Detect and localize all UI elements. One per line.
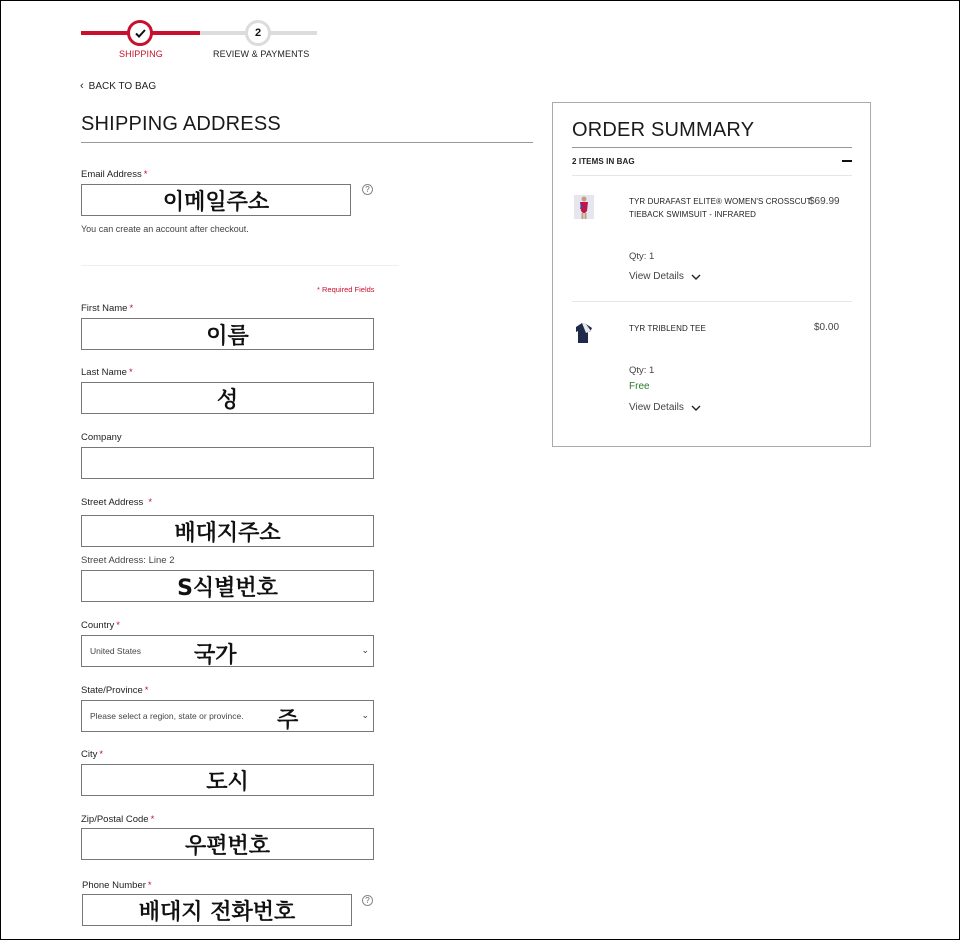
order-summary bbox=[552, 102, 871, 447]
chevron-down-icon: ⌄ bbox=[361, 645, 369, 655]
title-divider bbox=[81, 142, 533, 143]
zip-field[interactable]: 우편번호 bbox=[81, 828, 374, 860]
chevron-left-icon: ‹ bbox=[80, 80, 84, 92]
items-in-bag-count[interactable]: 2 ITEMS IN BAG bbox=[572, 157, 635, 166]
zip-label: Zip/Postal Code * bbox=[81, 814, 155, 825]
first-name-label: First Name * bbox=[81, 303, 134, 314]
item-name[interactable]: TYR TRIBLEND TEE bbox=[629, 324, 706, 333]
step-shipping-circle[interactable] bbox=[127, 20, 153, 46]
street2-label: Street Address: Line 2 bbox=[81, 555, 175, 566]
state-select[interactable] bbox=[81, 700, 374, 732]
first-name-field[interactable]: 이름 bbox=[81, 318, 374, 350]
city-label: City * bbox=[81, 749, 104, 760]
step-shipping-label: SHIPPING bbox=[119, 49, 163, 59]
country-selected-value: United States bbox=[90, 646, 142, 656]
state-label: State/Province * bbox=[81, 685, 149, 696]
email-help-icon[interactable]: ? bbox=[362, 184, 373, 195]
item-qty: Qty: 1 bbox=[629, 251, 655, 262]
phone-field[interactable]: 배대지 전화번호 bbox=[82, 894, 352, 926]
product-thumbnail-swimsuit[interactable] bbox=[574, 195, 594, 219]
street2-field[interactable]: S식별번호 bbox=[81, 570, 374, 602]
state-selected-value: Please select a region, state or province. bbox=[90, 711, 244, 721]
form-divider bbox=[81, 265, 399, 266]
last-name-field[interactable]: 성 bbox=[81, 382, 374, 414]
company-label: Company bbox=[81, 432, 122, 443]
minus-icon[interactable] bbox=[842, 160, 852, 162]
free-badge: Free bbox=[629, 381, 650, 392]
phone-help-icon[interactable]: ? bbox=[362, 895, 373, 906]
item-price: $69.99 bbox=[809, 196, 840, 207]
email-field[interactable]: 이메일주소 bbox=[81, 184, 351, 216]
back-to-bag-link[interactable] bbox=[80, 81, 156, 92]
state-annotation: 주 bbox=[277, 708, 299, 733]
country-annotation: 국가 bbox=[194, 643, 237, 668]
back-to-bag-label: BACK TO BAG bbox=[88, 81, 157, 92]
required-fields-note: * Required Fields bbox=[317, 285, 375, 294]
phone-label: Phone Number * bbox=[82, 880, 152, 891]
item-price: $0.00 bbox=[814, 322, 840, 333]
item-name[interactable]: TYR DURAFAST ELITE® WOMEN'S CROSSCUT TIEBACK SWIMSUIT - INFRARED bbox=[629, 197, 812, 219]
summary-divider bbox=[572, 175, 852, 176]
checkmark-icon bbox=[135, 29, 146, 38]
street-field[interactable]: 배대지주소 bbox=[81, 515, 374, 547]
product-thumbnail-tee[interactable] bbox=[574, 321, 594, 345]
last-name-label: Last Name * bbox=[81, 367, 133, 378]
item-qty: Qty: 1 bbox=[629, 365, 655, 376]
email-hint: You can create an account after checkout. bbox=[81, 224, 249, 234]
view-details-toggle[interactable]: View Details bbox=[629, 271, 701, 282]
chevron-down-icon bbox=[691, 405, 701, 411]
step-review-label: REVIEW & PAYMENTS bbox=[213, 49, 310, 59]
checkout-progress bbox=[81, 18, 321, 68]
email-label: Email Address * bbox=[81, 169, 148, 180]
country-label: Country * bbox=[81, 620, 120, 631]
step-review-circle[interactable]: 2 bbox=[245, 20, 271, 46]
city-field[interactable]: 도시 bbox=[81, 764, 374, 796]
chevron-down-icon: ⌄ bbox=[361, 710, 369, 720]
chevron-down-icon bbox=[691, 274, 701, 280]
summary-divider bbox=[572, 147, 852, 148]
company-field[interactable] bbox=[81, 447, 374, 479]
street-label: Street Address * bbox=[81, 497, 153, 508]
view-details-toggle[interactable]: View Details bbox=[629, 402, 701, 413]
order-summary-title: ORDER SUMMARY bbox=[572, 119, 755, 141]
summary-divider bbox=[572, 301, 852, 302]
page-title: SHIPPING ADDRESS bbox=[81, 113, 281, 135]
country-select[interactable] bbox=[81, 635, 374, 667]
